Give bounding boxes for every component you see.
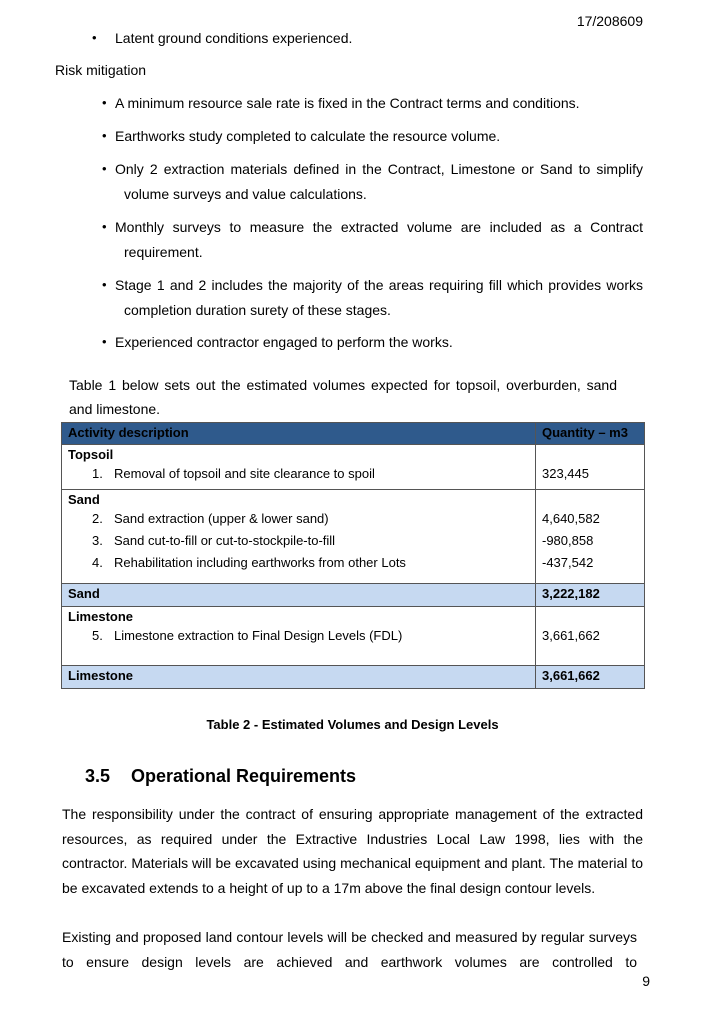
bullet-dot: • xyxy=(102,95,107,110)
section-heading xyxy=(85,766,356,787)
column-header-activity: Activity description xyxy=(62,423,536,445)
bullet-dot: • xyxy=(102,334,107,349)
bullet-dot: • xyxy=(92,30,97,45)
table-item: 5. Limestone extraction to Final Design Levels (FDL) xyxy=(92,628,403,643)
topsoil-heading: Topsoil xyxy=(68,447,114,462)
page-number: 9 xyxy=(642,973,650,989)
table-item: 3. Sand cut-to-fill or cut-to-stockpile-to-fill xyxy=(92,533,336,548)
limestone-section-cell xyxy=(62,607,536,666)
quantity-value: -980,858 xyxy=(542,533,594,548)
document-reference: 17/208609 xyxy=(576,13,643,29)
quantity-value: 4,640,582 xyxy=(542,511,600,526)
list-item-text: Experienced contractor engaged to perform the works. xyxy=(115,334,453,350)
list-item-text: Only 2 extraction materials defined in the Contract, Limestone or Sand to simplify xyxy=(115,161,643,177)
section-number: 3.5 xyxy=(85,766,111,786)
volumes-table xyxy=(61,422,645,689)
limestone-total-label: Limestone xyxy=(62,666,536,689)
table-item: 1. Removal of topsoil and site clearance to spoil xyxy=(92,466,375,481)
bullet-dot: • xyxy=(102,128,107,143)
section-title: Operational Requirements xyxy=(131,766,357,786)
sand-total-row xyxy=(62,584,645,607)
limestone-quantity-cell xyxy=(536,607,645,666)
bullet-dot: • xyxy=(102,219,107,234)
sand-heading: Sand xyxy=(68,492,100,507)
top-bullet-text: Latent ground conditions experienced. xyxy=(115,30,353,46)
table-intro-paragraph: Table 1 below sets out the estimated volumes expected for topsoil, overburden, sand and limestone. xyxy=(69,377,617,417)
topsoil-quantity-cell xyxy=(536,445,645,490)
list-item-text: Monthly surveys to measure the extracted volume are included as a Contract xyxy=(115,219,643,235)
operational-paragraph-1: The responsibility under the contract of ensuring appropriate management of the extracted resources, as required under the Extractive Industries Local Law 1998, lies with the contractor. Materials will be excavated using mechanical equipment and plant. The material to be excavated extends to a height of up to a 17m above the final design contour levels. xyxy=(62,806,643,896)
limestone-total-row xyxy=(62,666,645,689)
bullet-dot: • xyxy=(102,277,107,292)
top-bullet-item xyxy=(0,30,705,50)
table-row xyxy=(62,490,645,584)
list-item-text: Stage 1 and 2 includes the majority of the areas requiring fill which provides works xyxy=(115,277,643,293)
operational-paragraph-2: Existing and proposed land contour levels will be checked and measured by regular surveys to ensure design levels are achieved and earthwork volumes are controlled to xyxy=(62,929,637,970)
sand-total-value: 3,222,182 xyxy=(536,584,645,607)
quantity-value: 323,445 xyxy=(542,466,589,481)
sand-section-cell xyxy=(62,490,536,584)
list-item-text: Earthworks study completed to calculate the resource volume. xyxy=(115,128,501,144)
risk-mitigation-heading: Risk mitigation xyxy=(55,62,147,78)
table-row xyxy=(62,445,645,490)
topsoil-section-cell xyxy=(62,445,536,490)
table-item: 4. Rehabilitation including earthworks from other Lots xyxy=(92,555,406,570)
list-item-text-continued: requirement. xyxy=(124,244,203,260)
list-item-text: A minimum resource sale rate is fixed in the Contract terms and conditions. xyxy=(115,95,580,111)
limestone-heading: Limestone xyxy=(68,609,134,624)
limestone-total-value: 3,661,662 xyxy=(536,666,645,689)
table-header-row xyxy=(62,423,645,445)
bullet-dot: • xyxy=(102,161,107,176)
list-item-text-continued: completion duration surety of these stages. xyxy=(124,302,391,318)
table-item: 2. Sand extraction (upper & lower sand) xyxy=(92,511,329,526)
quantity-value: -437,542 xyxy=(542,555,594,570)
table-row xyxy=(62,607,645,666)
table-caption: Table 2 - Estimated Volumes and Design Levels xyxy=(206,717,499,732)
sand-quantity-cell xyxy=(536,490,645,584)
quantity-value: 3,661,662 xyxy=(542,628,600,643)
sand-total-label: Sand xyxy=(62,584,536,607)
column-header-quantity: Quantity – m3 xyxy=(536,423,645,445)
list-item-text-continued: volume surveys and value calculations. xyxy=(124,186,367,202)
